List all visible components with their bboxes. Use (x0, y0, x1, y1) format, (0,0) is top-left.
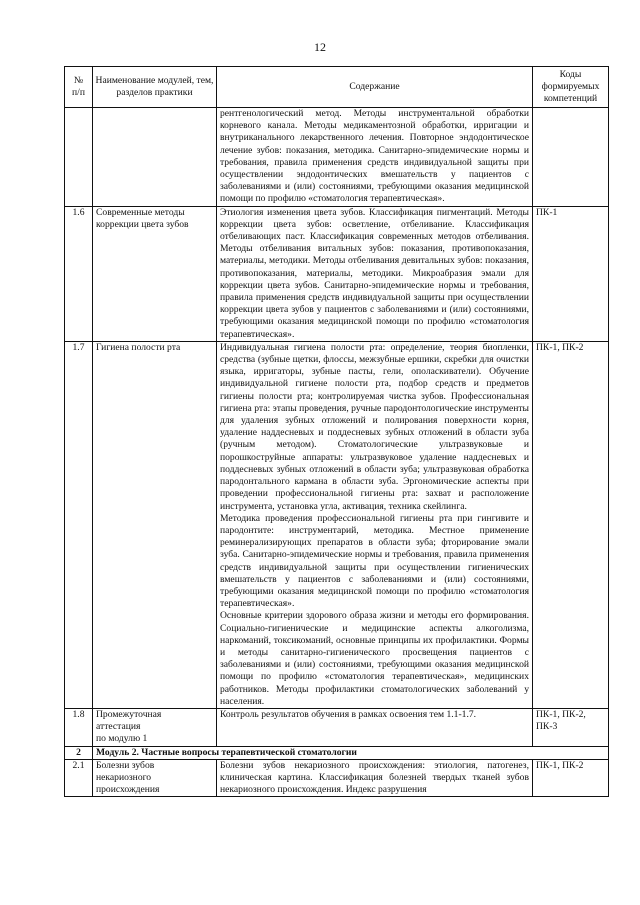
row-content: рентгенологический метод. Методы инструментальной обработки корневого канала. Методы медикаментозной обработки, ирригации и внутриканального лекарственного лечения. Повторное эндодонтическое лечение зубов: показания, методика. Санитарно-эпидемические нормы и требования, правила применения средств индивидуальной защиты при осуществлении эндодонтических вмешательств у пациентов с заболеваниями и (или) состояниями, требующими оказания медицинской помощи по профилю «стоматология терапевтическая». (217, 108, 533, 207)
row-name (93, 108, 217, 207)
module-title: Модуль 2. Частные вопросы терапевтической стоматологии (93, 746, 609, 759)
row-codes: ПК-1 (533, 206, 609, 341)
header-content: Содержание (217, 67, 533, 108)
row-content: Контроль результатов обучения в рамках освоения тем 1.1-1.7. (217, 708, 533, 746)
row-codes: ПК-1, ПК-2 (533, 341, 609, 708)
page-number: 12 (314, 40, 326, 54)
header-num: № п/п (65, 67, 93, 108)
module-row (65, 746, 609, 759)
row-name: Современные методы коррекции цвета зубов (93, 206, 217, 341)
row-content (217, 341, 533, 708)
content-paragraph: Основные критерии здорового образа жизни и методы его формирования. Социально-гигиенические и медицинские аспекты алкоголизма, наркоманий, токсикоманий, основные принципы их профилактики. Формы и методы санитарно-гигиенического просвещения пациентов с заболеваниями и (или) состояниями, требующими оказания медицинской помощи по профилю «стоматология терапевтическая», медицинских работников. Методы профилактики стоматологических заболеваний у населения. (220, 610, 529, 707)
header-name: Наименование модулей, тем, разделов практики (93, 67, 217, 108)
table-row (65, 108, 609, 207)
row-content: Этиология изменения цвета зубов. Классификация пигментаций. Методы коррекции цвета зубов: осветление, отбеливание. Классификация отбеливающих паст. Классификация современных методов отбеливания. Методы отбеливания витальных зубов: показания, противопоказания, материалы, методики. Методы отбеливания девитальных зубов: показания, противопоказания, материалы, методики. Микроабразия эмали для коррекции цвета зубов. Санитарно-эпидемические нормы и требования, правила применения средств индивидуальной защиты при осуществлении коррекции цвета зубов у пациентов с заболеваниями и (или) состояниями, требующими оказания медицинской помощи по профилю «стоматология терапевтическая». (217, 206, 533, 341)
row-num (65, 108, 93, 207)
table-row (65, 759, 609, 797)
table-header-row (65, 67, 609, 108)
module-num: 2 (65, 746, 93, 759)
table-row (65, 341, 609, 708)
content-paragraph: Методика проведения профессиональной гигиены рта при гингивите и пародонтите: инструментарий, методика. Местное применение реминерализирующих препаратов в области зуба; фторирование эмали зуба. Санитарно-эпидемические нормы и требования, правила применения средств индивидуальной защиты при осуществлении гигиенических вмешательств у пациентов с заболеваниями и (или) состояниями, требующими оказания медицинской помощи по профилю «стоматология терапевтическая». (220, 512, 529, 610)
row-num: 2.1 (65, 759, 93, 797)
row-num: 1.8 (65, 708, 93, 746)
row-content: Болезни зубов некариозного происхождения: этиология, патогенез, клиническая картина. Классификация болезней твердых тканей зубов некариозного происхождения. Индекс разрушения (217, 759, 533, 797)
row-name: Болезни зубов некариозного происхождения (93, 759, 217, 797)
table-row (65, 206, 609, 341)
row-codes: ПК-1, ПК-2, ПК-3 (533, 708, 609, 746)
row-num: 1.6 (65, 206, 93, 341)
row-codes: ПК-1, ПК-2 (533, 759, 609, 797)
curriculum-table (64, 66, 609, 797)
row-name: Гигиена полости рта (93, 341, 217, 708)
row-name: Промежуточная аттестация по модулю 1 (93, 708, 217, 746)
row-codes (533, 108, 609, 207)
content-paragraph: Индивидуальная гигиена полости рта: определение, теория биопленки, средства (зубные щетки, флоссы, межзубные ершики, скребки для очистки языка, ирригаторы, зубные пасты, гели, ополаскиватели). Обучение индивидуальной гигиене полости рта, подбор средств и предметов гигиены полости рта; контролируемая чистка зубов. Профессиональная гигиена рта: этапы проведения, ручные пародонтологические инструменты для удаления зубных отложений и полирования поверхности корня, удаление наддесневых и поддесневых зубных отложений в области зуба (ручным методом). Стоматологические ультразвуковые и порошкоструйные аппараты: ультразвуковое удаление наддесневых и поддесневых зубных отложений в области зуба; ультразвуковая обработка пародонтального кармана в области зуба. Эргономические аспекты при проведении профессиональной гигиены рта: захват и расположение инструмента, установка угла, активация, техника скейлинга. (220, 341, 529, 512)
row-num: 1.7 (65, 341, 93, 708)
header-codes: Коды формируемых компетенций (533, 67, 609, 108)
table-row (65, 708, 609, 746)
